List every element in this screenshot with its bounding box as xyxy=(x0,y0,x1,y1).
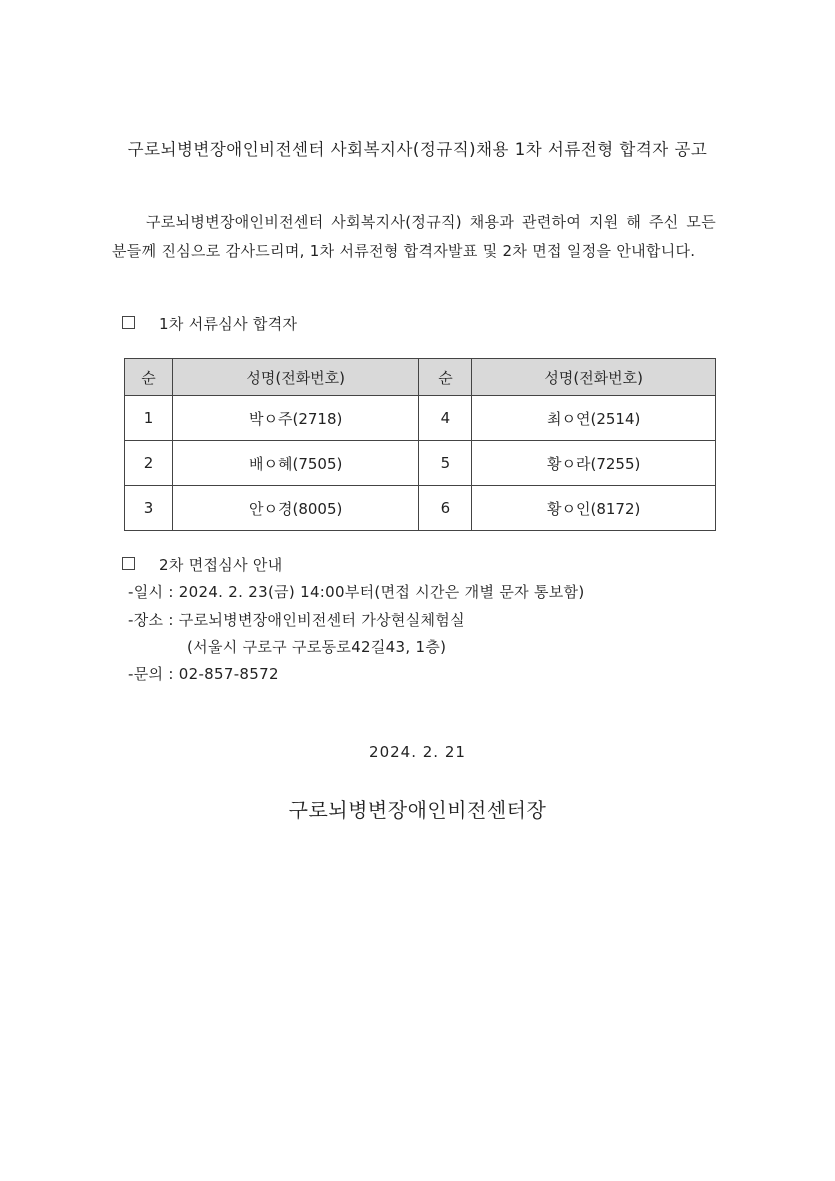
table-row xyxy=(125,396,716,441)
header-order: 순 xyxy=(125,359,173,396)
notice-title: 구로뇌병변장애인비전센터 사회복지사(정규직)채용 1차 서류전형 합격자 공고 xyxy=(127,140,708,159)
checkbox-square-icon xyxy=(122,557,135,570)
section2-heading-text: 2차 면접심사 안내 xyxy=(159,556,283,574)
table-cell: 5 xyxy=(419,441,472,486)
table-cell: 6 xyxy=(419,486,472,531)
section1-heading xyxy=(122,313,297,334)
contact-line: -문의 : 02-857-8572 xyxy=(128,665,279,683)
checkbox-square-icon xyxy=(122,316,135,329)
table-cell: 황ㅇ인(8172) xyxy=(472,486,716,531)
interview-date-line: -일시 : 2024. 2. 23(금) 14:00부터(면접 시간은 개별 문자 통보함) xyxy=(128,583,585,601)
table-cell: 3 xyxy=(125,486,173,531)
header-order: 순 xyxy=(419,359,472,396)
table-cell: 2 xyxy=(125,441,173,486)
interview-place-line: -장소 : 구로뇌병변장애인비전센터 가상현실체험실 xyxy=(128,611,465,629)
intro-paragraph: 구로뇌병변장애인비전센터 사회복지사(정규직) 채용과 관련하여 지원 해 주신 모든 분들께 진심으로 감사드리며, 1차 서류전형 합격자발표 및 2차 면접 일정을 안내합니다. xyxy=(112,213,716,260)
table-cell: 박ㅇ주(2718) xyxy=(172,396,419,441)
table-cell: 최ㅇ연(2514) xyxy=(472,396,716,441)
table-cell: 1 xyxy=(125,396,173,441)
results-table xyxy=(124,358,716,531)
table-cell: 안ㅇ경(8005) xyxy=(172,486,419,531)
interview-address-line: (서울시 구로구 구로동로42길43, 1층) xyxy=(187,638,447,656)
table-row xyxy=(125,441,716,486)
header-name-phone: 성명(전화번호) xyxy=(472,359,716,396)
issuing-organization: 구로뇌병변장애인비전센터장 xyxy=(288,798,547,822)
table-cell: 배ㅇ혜(7505) xyxy=(172,441,419,486)
table-header-row xyxy=(125,359,716,396)
table-cell: 황ㅇ라(7255) xyxy=(472,441,716,486)
header-name-phone: 성명(전화번호) xyxy=(172,359,419,396)
notice-date: 2024. 2. 21 xyxy=(369,743,466,761)
table-cell: 4 xyxy=(419,396,472,441)
table-row xyxy=(125,486,716,531)
section2-heading xyxy=(122,554,283,575)
section1-heading-text: 1차 서류심사 합격자 xyxy=(159,315,298,333)
